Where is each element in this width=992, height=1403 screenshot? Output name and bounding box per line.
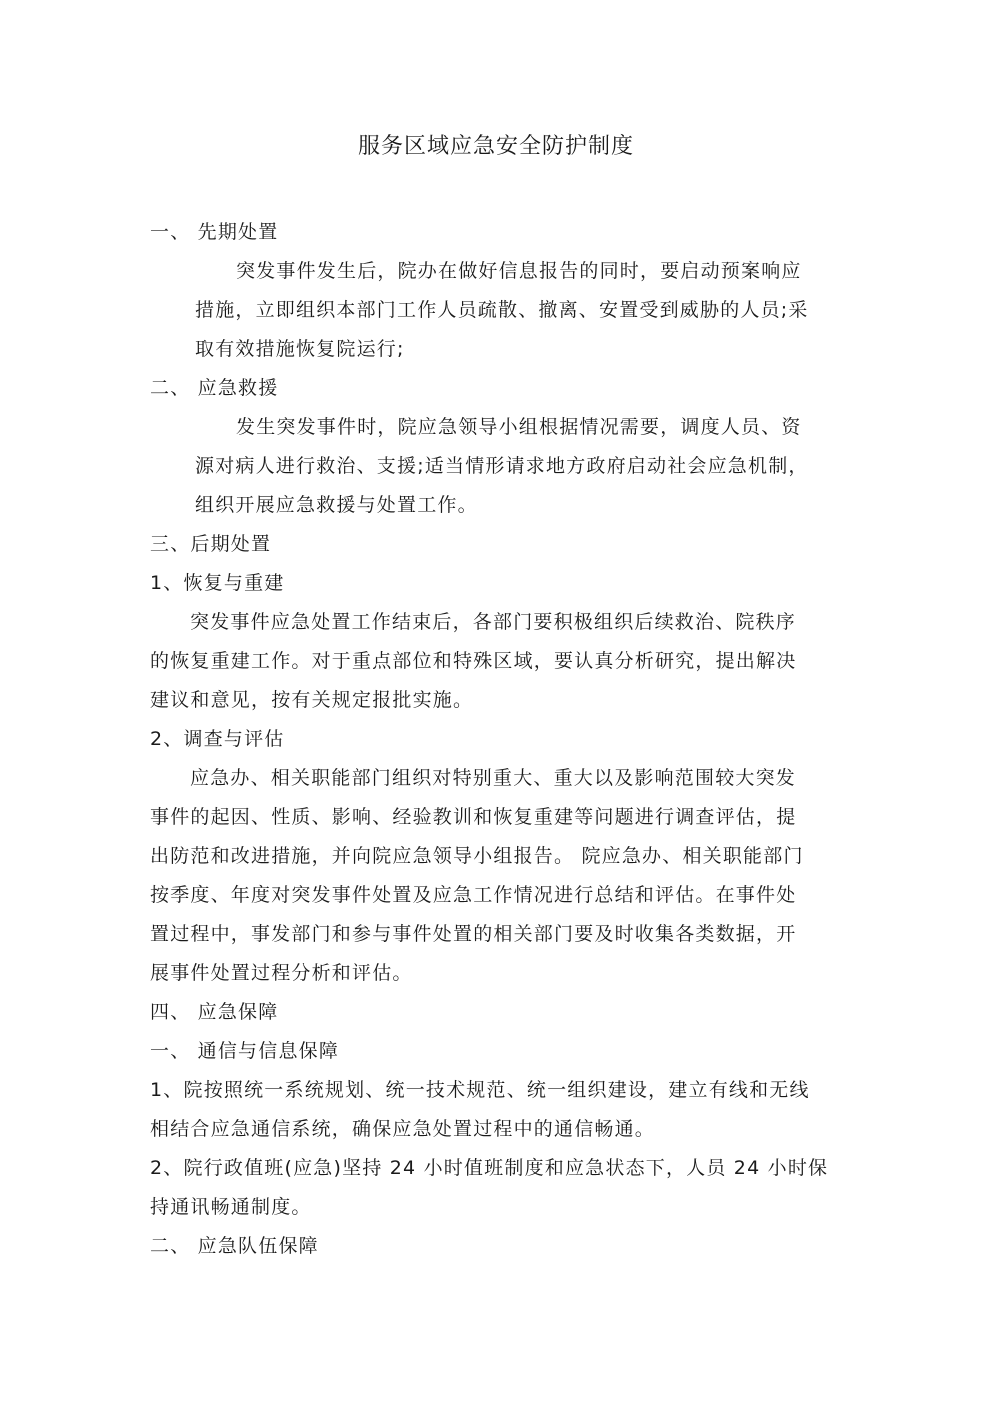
section-heading-emergency-rescue: 二、 应急救援 xyxy=(150,377,279,399)
paragraph-line: 出防范和改进措施，并向院应急领导小组报告。 院应急办、相关职能部门 xyxy=(150,845,804,867)
subsection-heading-communication: 一、 通信与信息保障 xyxy=(150,1040,340,1062)
paragraph-line: 取有效措施恢复院运行; xyxy=(195,338,405,360)
section-heading-initial-response: 一、 先期处置 xyxy=(150,221,279,243)
paragraph-line: 事件的起因、性质、影响、经验教训和恢复重建等问题进行调查评估，提 xyxy=(150,806,797,828)
subsection-heading-investigation: 2、调查与评估 xyxy=(150,728,285,750)
paragraph-line: 2、院行政值班(应急)坚持 24 小时值班制度和应急状态下，人员 24 小时保 xyxy=(150,1157,829,1179)
paragraph-line: 突发事件发生后，院办在做好信息报告的同时，要启动预案响应 xyxy=(236,260,802,282)
section-heading-post-handling: 三、后期处置 xyxy=(150,533,272,555)
paragraph-line: 按季度、年度对突发事件处置及应急工作情况进行总结和评估。在事件处 xyxy=(150,884,797,906)
paragraph-line: 展事件处置过程分析和评估。 xyxy=(150,962,413,984)
document-title: 服务区域应急安全防护制度 xyxy=(357,134,634,159)
paragraph-line: 发生突发事件时，院应急领导小组根据情况需要，调度人员、资 xyxy=(236,416,802,438)
paragraph-line: 相结合应急通信系统，确保应急处置过程中的通信畅通。 xyxy=(150,1118,656,1140)
subsection-heading-team-support: 二、 应急队伍保障 xyxy=(150,1235,319,1257)
paragraph-line: 应急办、相关职能部门组织对特别重大、重大以及影响范围较大突发 xyxy=(190,767,797,789)
paragraph-line: 突发事件应急处置工作结束后，各部门要积极组织后续救治、院秩序 xyxy=(190,611,797,633)
paragraph-line: 持通讯畅通制度。 xyxy=(150,1196,312,1218)
paragraph-line: 1、院按照统一系统规划、统一技术规范、统一组织建设，建立有线和无线 xyxy=(150,1079,810,1101)
paragraph-line: 措施，立即组织本部门工作人员疏散、撤离、安置受到威胁的人员;采 xyxy=(195,299,809,321)
paragraph-line: 组织开展应急救援与处置工作。 xyxy=(195,494,478,516)
subsection-heading-recovery: 1、恢复与重建 xyxy=(150,572,285,594)
section-heading-emergency-support: 四、 应急保障 xyxy=(150,1001,279,1023)
paragraph-line: 的恢复重建工作。对于重点部位和特殊区域，要认真分析研究，提出解决 xyxy=(150,650,797,672)
paragraph-line: 源对病人进行救治、支援;适当情形请求地方政府启动社会应急机制， xyxy=(195,455,809,477)
paragraph-line: 建议和意见，按有关规定报批实施。 xyxy=(150,689,474,711)
paragraph-line: 置过程中，事发部门和参与事件处置的相关部门要及时收集各类数据，开 xyxy=(150,923,797,945)
